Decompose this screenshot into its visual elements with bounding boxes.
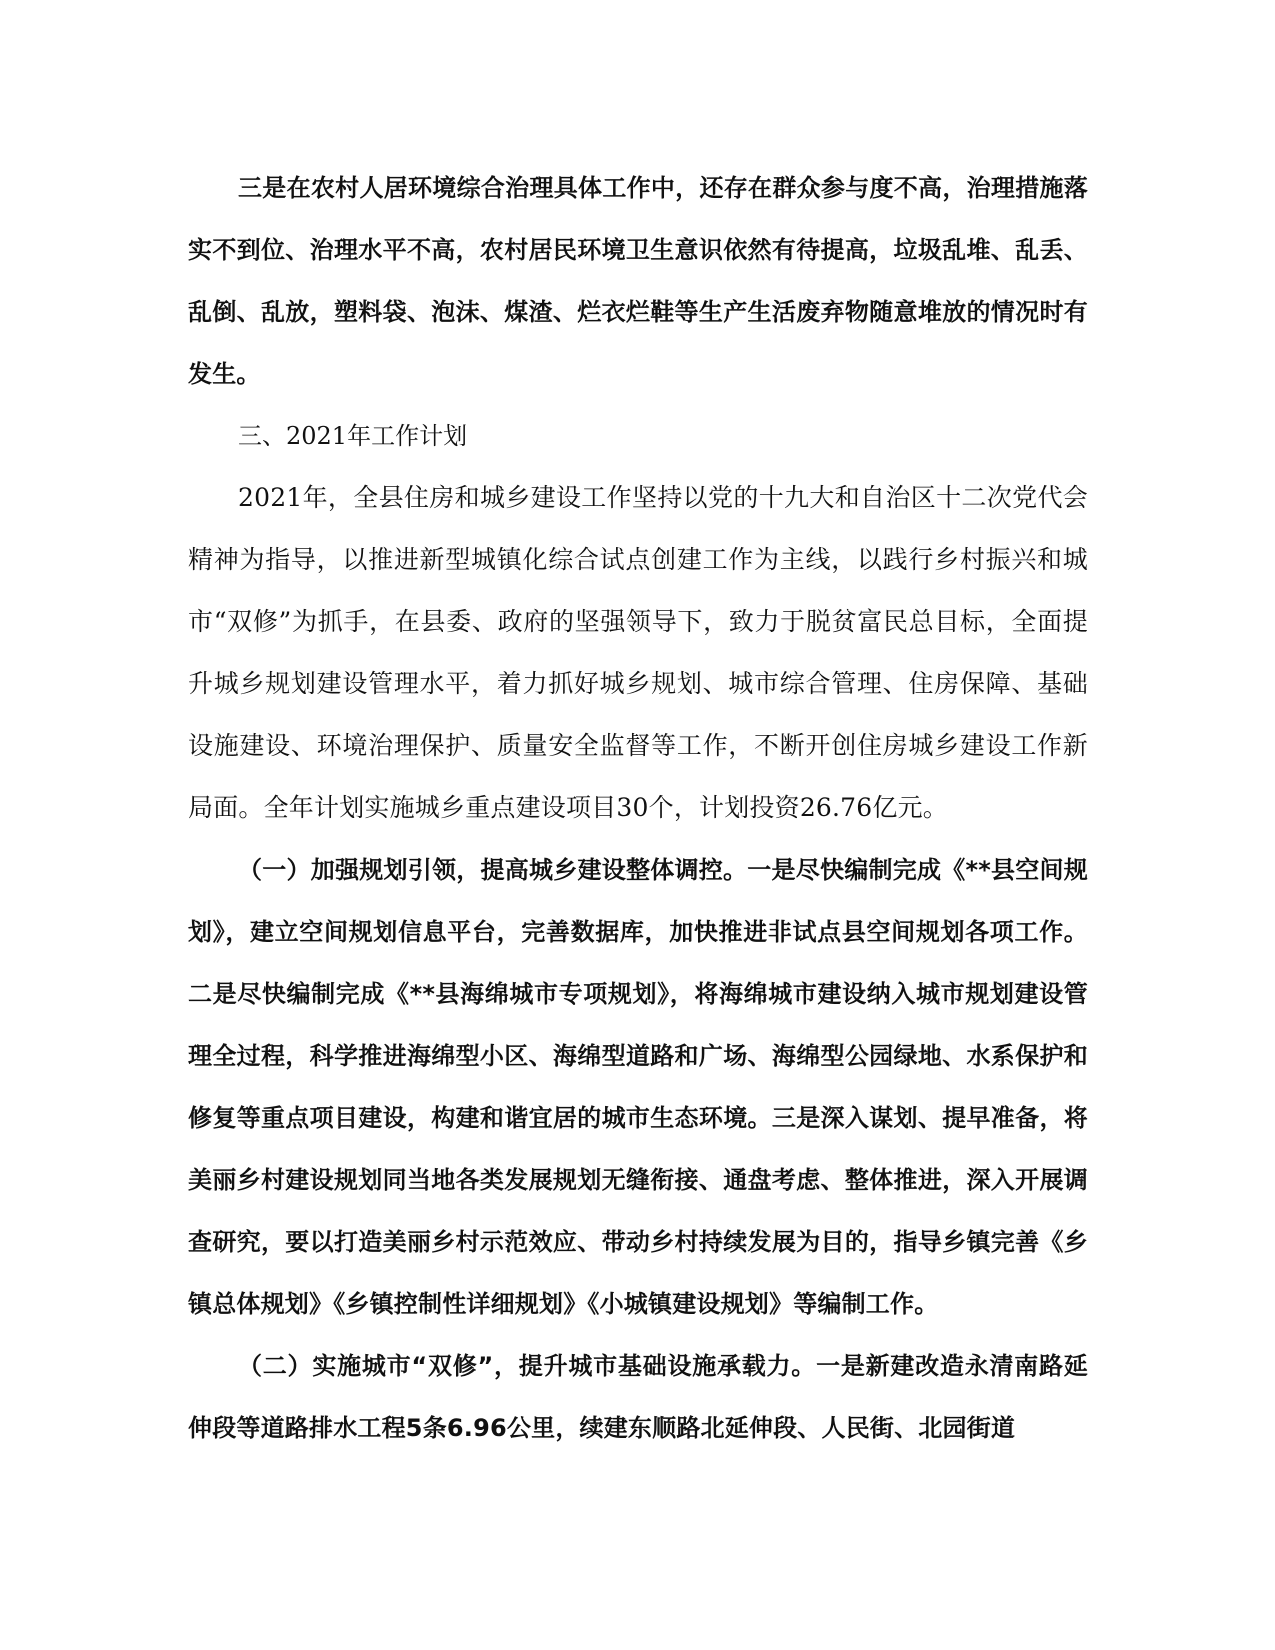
document-body [188, 157, 1088, 1459]
paragraph-planning-guidance: （一）加强规划引领，提高城乡建设整体调控。一是尽快编制完成《**县空间规划》，建立空间规划信息平台，完善数据库，加快推进非试点县空间规划各项工作。二是尽快编制完成《**县海绵城市专项规划》，将海绵城市建设纳入城市规划建设管理全过程，科学推进海绵型小区、海绵型道路和广场、海绵型公园绿地、水系保护和修复等重点项目建设，构建和谐宜居的城市生态环境。三是深入谋划、提早准备，将美丽乡村建设规划同当地各类发展规划无缝衔接、通盘考虑、整体推进，深入开展调查研究，要以打造美丽乡村示范效应、带动乡村持续发展为目的，指导乡镇完善《乡镇总体规划》《乡镇控制性详细规划》《小城镇建设规划》等编制工作。 [188, 856, 1088, 1318]
section-heading-2021-plan: 三、2021年工作计划 [238, 422, 468, 450]
paragraph-rural-environment-issues: 三是在农村人居环境综合治理具体工作中，还存在群众参与度不高，治理措施落实不到位、治理水平不高，农村居民环境卫生意识依然有待提高，垃圾乱堆、乱丢、乱倒、乱放，塑料袋、泡沫、煤渣、烂衣烂鞋等生产生活废弃物随意堆放的情况时有发生。 [188, 174, 1088, 388]
paragraph-2021-overview: 2021年，全县住房和城乡建设工作坚持以党的十九大和自治区十二次党代会精神为指导，以推进新型城镇化综合试点创建工作为主线，以践行乡村振兴和城市“双修”为抓手，在县委、政府的坚强领导下，致力于脱贫富民总目标，全面提升城乡规划建设管理水平，着力抓好城乡规划、城市综合管理、住房保障、基础设施建设、环境治理保护、质量安全监督等工作，不断开创住房城乡建设工作新局面。全年计划实施城乡重点建设项目30个，计划投资26.76亿元。 [188, 483, 1088, 822]
paragraph-city-double-repair: （二）实施城市“双修”，提升城市基础设施承载力。一是新建改造永清南路延伸段等道路排水工程5条6.96公里，续建东顺路北延伸段、人民街、北园街道 [188, 1352, 1088, 1442]
